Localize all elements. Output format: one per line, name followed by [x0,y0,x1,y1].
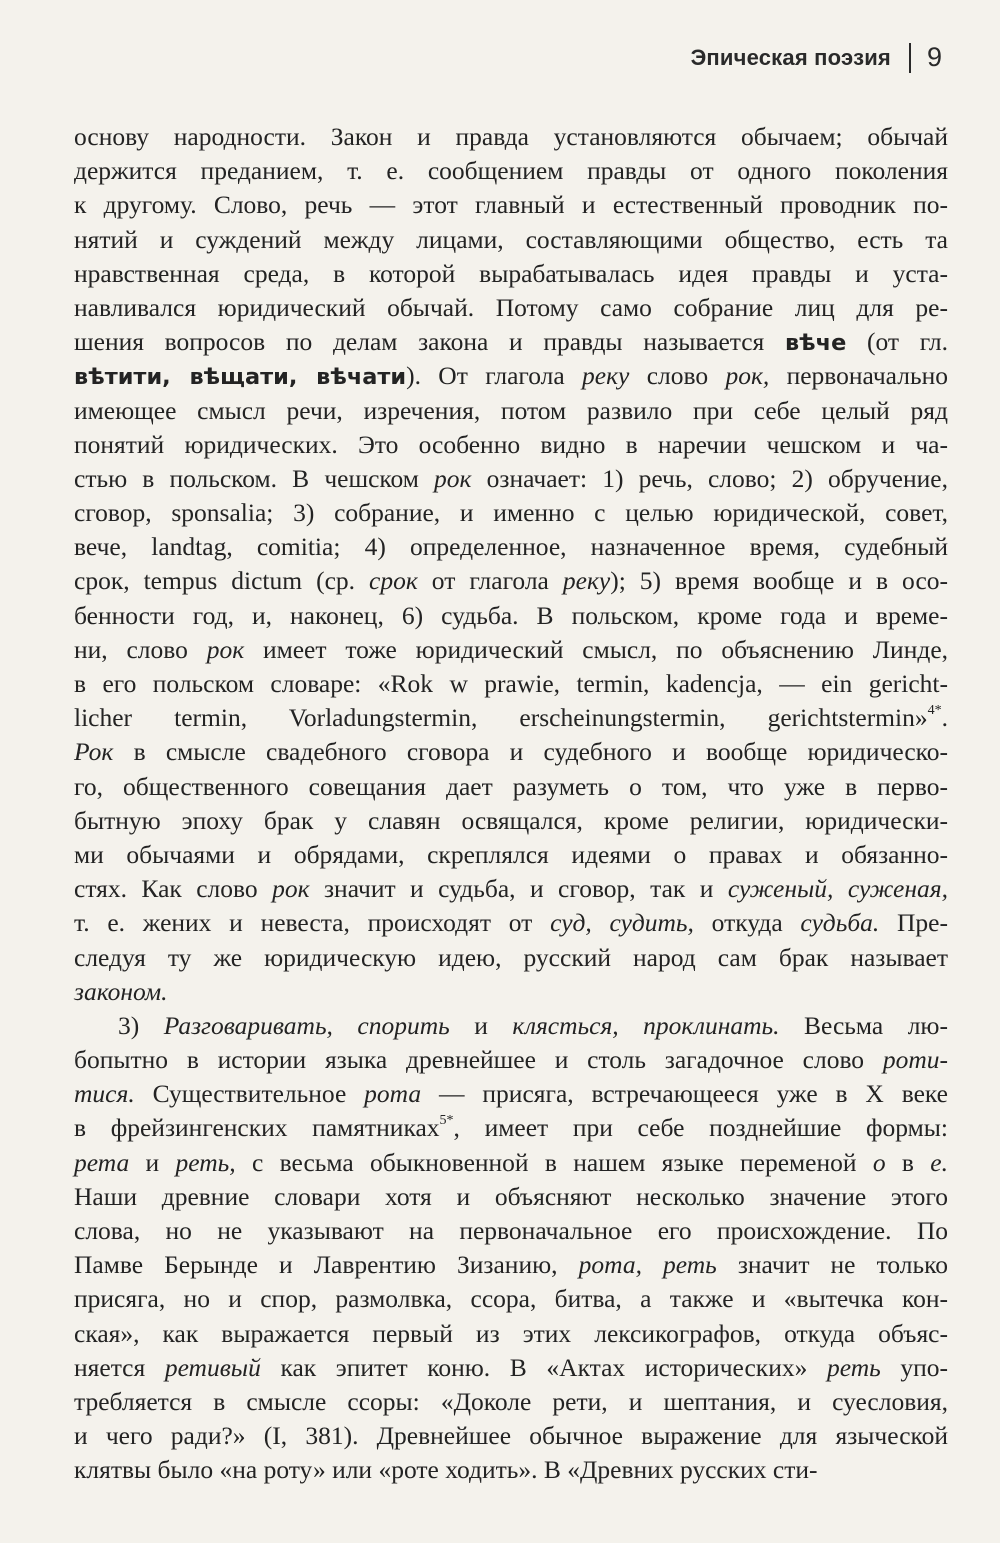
text-line [74,120,948,154]
text-line [74,325,948,359]
text-run: 3) [118,1010,164,1040]
text-line [74,223,948,257]
text-line [74,906,948,940]
text-run: ская», как выражается первый из этих лексикографов, откуда объяс- [74,1318,948,1348]
text-line [74,975,948,1009]
text-run: требляется в смысле ссоры: «Доколе рети, и шептания, и суесловия, [74,1386,948,1416]
text-run: Пре- [879,908,948,938]
text-line [74,359,948,393]
footnote-marker: 5* [439,1113,454,1129]
text-run: и [129,1147,176,1177]
text-line [74,1385,948,1419]
italic-term: Рок [74,737,114,767]
text-run: ); 5) время вообще и в осо- [610,566,949,596]
church-slavonic-term: вѣче [784,330,847,357]
italic-term: роти- [882,1045,948,1075]
text-run: нятий и суждений между лицами, составляющими общество, есть та [74,224,948,254]
text-line [74,701,948,735]
church-slavonic-term: вѣтити, вѣщати, вѣчати [74,364,407,391]
running-header [691,42,942,73]
text-run: в фрейзингенских памятниках [74,1113,440,1143]
text-line [74,154,948,188]
text-line [74,1214,948,1248]
text-run: стях. Как слово [74,874,273,904]
text-line [74,1180,948,1214]
text-run: основу народности. Закон и правда установляются обычаем; обычай [74,122,948,151]
italic-term: суженый, суженая, [727,874,948,904]
text-run: навливался юридический обычай. Потому само собрание лиц для ре- [74,292,948,322]
italic-term: судьба. [800,908,880,938]
text-line [74,1111,948,1145]
italic-term: рок [434,463,472,493]
text-run: присяга, но и спор, размолвка, ссора, битва, а также и «вытечка кон- [74,1284,948,1314]
italic-term: срок [369,566,418,596]
text-line [74,1282,948,1316]
text-run: понятий юридических. Это особенно видно в наречии чешском и ча- [74,429,948,459]
text-run: нравственная среда, в которой вырабатывалась идея правды и уста- [74,258,948,288]
italic-term: клясться, проклинать. [512,1010,780,1040]
text-run: бопытно в истории языка древнейшее и столь загадочное слово [74,1045,883,1075]
italic-term: рота, реть [578,1250,717,1280]
text-run: к другому. Слово, речь — этот главный и естественный проводник по- [74,190,948,220]
italic-term: рок [272,874,310,904]
text-run: означает: 1) речь, слово; 2) обручение, [471,463,948,493]
text-line [74,1453,948,1487]
text-line [74,838,948,872]
text-run: т. е. жених и невеста, происходят от [74,908,551,938]
text-line [74,1248,948,1282]
text-run: значит и судьба, и сговор, так и [309,874,728,904]
text-line [74,291,948,325]
text-run: шения вопросов по делам закона и правды называется [74,327,785,357]
text-run: слова, но не указывают на первоначальное его происхождение. По [74,1216,948,1245]
text-run: и чего ради?» (I, 381). Древнейшее обычное выражение для языческой [74,1421,948,1451]
italic-term: ретивый [164,1352,261,1382]
text-line [74,394,948,428]
italic-term: реть, [175,1147,236,1177]
text-run: бытную эпоху брак у славян освящался, кроме религии, юридически- [74,805,948,835]
text-run: и [449,1010,513,1040]
text-run: сговор, sponsalia; 3) собрание, и именно с целью юридической, совет, [74,498,948,528]
text-line [74,804,948,838]
text-line [74,462,948,496]
italic-term: рок [206,634,245,664]
italic-term: е. [930,1147,948,1177]
text-run: licher termin, Vorladungstermin, erscheinungstermin, gerichtstermin» [74,703,928,733]
text-run: (от гл. [846,327,948,357]
text-run: стью в польском. В чешском [74,463,435,493]
text-line [74,1351,948,1385]
text-line [74,1043,948,1077]
text-line [74,1317,948,1351]
italic-term: рета [74,1147,130,1177]
text-line [74,496,948,530]
text-line [74,188,948,222]
text-run: имеет тоже юридический смысл, по объяснению Линде, [244,634,949,664]
italic-term: о [872,1147,886,1177]
text-run: Весьма лю- [779,1010,948,1040]
italic-term: реку [582,361,630,391]
text-line [74,735,948,769]
text-run: клятвы было «на роту» или «роте ходить». В «Древних русских сти- [74,1455,818,1485]
text-run: ми обычаями и обрядами, скреплялся идеями о правах и обязанно- [74,839,948,869]
text-run: вече, landtag, comitia; 4) определенное, назначенное время, судебный [74,532,948,562]
text-run: , имеет при себе позднейшие формы: [453,1113,948,1143]
text-line [74,257,948,291]
text-run: значит не только [716,1250,948,1280]
italic-term: реку [562,566,611,596]
text-line [74,872,948,906]
header-separator [909,43,911,73]
text-line [74,564,948,598]
text-run: держится преданием, т. е. сообщением правды от одного поколения [74,156,948,186]
text-line [74,770,948,804]
text-run: с весьма обыкновенной в нашем языке переменой [235,1147,873,1177]
text-run: следуя ту же юридическую идею, русский народ сам брак называет [74,942,948,972]
text-run: Памве Берынде и Лаврентию Зизанию, [74,1250,579,1280]
text-run: слово [629,361,726,391]
text-run: упо- [880,1352,948,1382]
text-run: ). От глагола [406,361,583,391]
text-run: ни, слово [74,634,207,664]
text-run: в [885,1147,931,1177]
text-line [74,667,948,701]
text-line [74,599,948,633]
text-line [74,941,948,975]
italic-term: рота [364,1079,422,1109]
text-run: Существительное [134,1079,365,1109]
italic-term: реть [826,1352,881,1382]
text-line [74,633,948,667]
text-line [74,1077,948,1111]
italic-term: тися. [74,1079,135,1109]
running-title: Эпическая поэзия [690,44,891,70]
text-run: в смысле свадебного сговора и судебного и вообще юридическо- [113,737,948,767]
text-run: от глагола [417,566,563,596]
italic-term: рок, [725,361,770,391]
text-run: как эпитет коню. В «Актах исторических» [260,1352,827,1382]
text-line [74,1009,948,1043]
text-run: в его польском словаре: «Rok w prawie, termin, kadencja, — ein gericht- [74,669,948,698]
text-line [74,1146,948,1180]
text-run: го, общественного совещания дает разуметь о том, что уже в перво- [74,771,948,801]
text-run: — присяга, встречающееся уже в X веке [421,1079,948,1109]
text-run: имеющее смысл речи, изречения, потом развило при себе целый ряд [74,395,948,425]
italic-term: Разговаривать, спорить [163,1010,450,1040]
text-run: срок, tempus dictum (ср. [74,566,370,596]
text-line [74,1419,948,1453]
text-run: . [941,703,948,733]
text-run: няется [74,1352,165,1382]
footnote-marker: 4* [927,703,942,719]
text-run: первоначально [769,361,948,391]
text-run: бенности год, и, наконец, 6) судьба. В польском, кроме года и време- [74,600,948,630]
text-run: Наши древние словари хотя и объясняют несколько значение этого [74,1181,948,1211]
text-line [74,530,948,564]
italic-term: суд, судить, [550,908,694,938]
text-run: откуда [693,908,801,938]
text-line [74,428,948,462]
body-text [74,120,948,1488]
italic-term: законом. [74,976,168,1006]
page-number: 9 [926,42,942,72]
